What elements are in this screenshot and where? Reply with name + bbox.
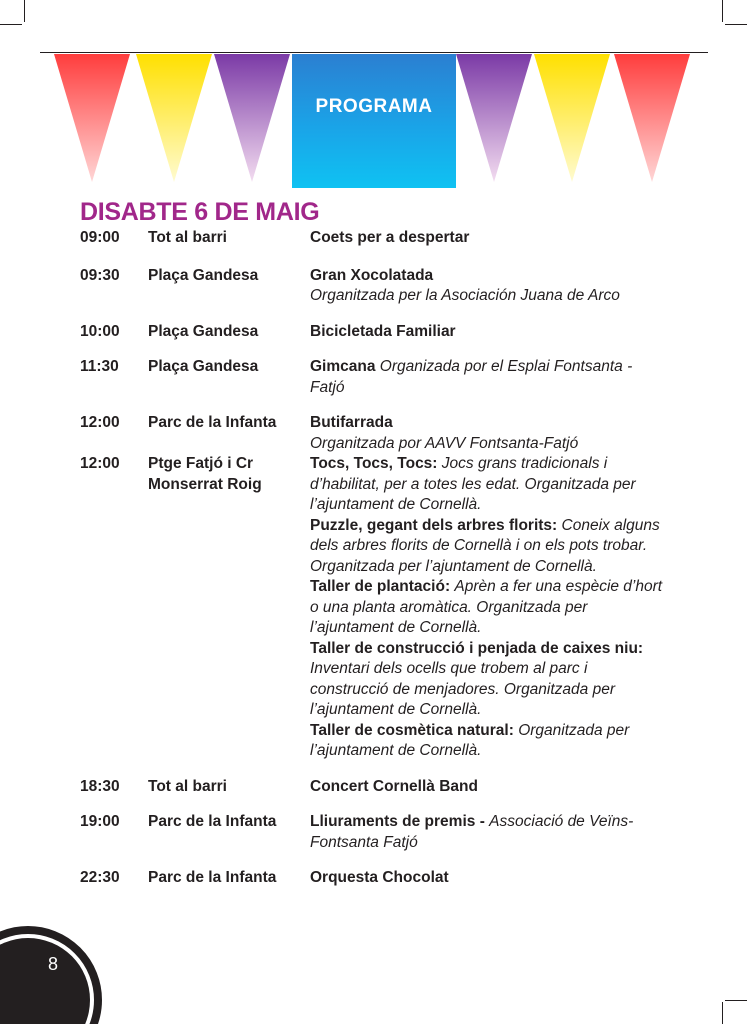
event-organizer: Organizada por el Esplai Fontsanta - Fatjó	[310, 358, 633, 396]
event-time: 09:30	[80, 266, 120, 284]
event-title: Gran Xocolatada	[310, 266, 434, 284]
event-item	[310, 721, 670, 762]
crop-mark	[725, 1000, 747, 1001]
event-item	[310, 812, 670, 853]
event-time: 09:00	[80, 229, 120, 246]
crop-mark	[24, 0, 25, 22]
event-description	[310, 228, 670, 249]
event-description	[310, 357, 670, 398]
pennant-flag	[54, 54, 130, 182]
schedule-row	[80, 413, 680, 454]
event-time: 12:00	[80, 414, 120, 431]
schedule-row	[80, 322, 680, 343]
event-organizer: Aprèn a fer una espècie d’hort o una planta aromàtica. Organitzada per l’ajuntament de Cornellà.	[310, 578, 663, 636]
event-item	[310, 413, 670, 454]
event-location: Parc de la Infanta	[148, 869, 277, 886]
event-title: Puzzle, gegant dels arbres florits:	[310, 516, 558, 534]
event-location: Plaça Gandesa	[148, 322, 259, 340]
pennant-flag	[136, 54, 212, 182]
event-title: Bicicletada Familiar	[310, 322, 456, 340]
event-description	[310, 266, 670, 307]
bunting-line	[40, 52, 708, 53]
event-description	[310, 868, 670, 889]
event-organizer: Organitzada per l’ajuntament de Cornellà.	[310, 721, 630, 759]
event-time: 19:00	[80, 813, 120, 830]
schedule-row	[80, 228, 680, 249]
schedule-row	[80, 868, 680, 889]
event-description	[310, 777, 670, 798]
event-description	[310, 812, 670, 853]
event-organizer: Jocs grans tradicionals i d’habilitat, per a totes les edat. Organitzada per l’ajuntament de Cornellà.	[310, 455, 636, 513]
event-time: 11:30	[80, 358, 119, 375]
pennant-flag	[214, 54, 290, 182]
event-item	[310, 868, 670, 889]
event-time: 18:30	[80, 777, 120, 795]
schedule-row	[80, 812, 680, 853]
crop-mark	[722, 0, 723, 22]
schedule-list	[80, 228, 680, 889]
event-item	[310, 516, 670, 578]
event-title: Gimcana	[310, 358, 376, 375]
schedule-row	[80, 454, 680, 762]
programa-title: PROGRAMA	[315, 96, 433, 117]
event-location: Tot al barri	[148, 229, 227, 246]
event-time: 22:30	[80, 869, 120, 886]
pennant-flag	[456, 54, 532, 182]
event-title: Taller de plantació:	[310, 578, 451, 595]
event-item	[310, 577, 670, 639]
event-description	[310, 413, 670, 454]
event-location: Plaça Gandesa	[148, 358, 259, 375]
event-organizer: Organitzada per la Asociación Juana de Arco	[310, 287, 620, 304]
schedule-row	[80, 357, 680, 398]
crop-mark	[725, 24, 747, 25]
event-time: 12:00	[80, 455, 120, 472]
event-location: Ptge Fatjó i Cr Monserrat Roig	[148, 455, 262, 493]
event-location: Tot al barri	[148, 777, 227, 795]
event-location: Parc de la Infanta	[148, 813, 277, 830]
page-number: 8	[48, 954, 59, 974]
pennant-flag	[534, 54, 610, 182]
event-organizer: Coneix alguns dels arbres florits de Cornellà i on els pots trobar. Organitzada per l’ajuntament de Cornellà.	[310, 516, 660, 575]
event-item	[310, 454, 670, 516]
event-title: Tocs, Tocs, Tocs:	[310, 455, 438, 472]
event-title: Lliuraments de premis -	[310, 813, 485, 830]
event-location: Parc de la Infanta	[148, 414, 277, 431]
event-organizer: Associació de Veïns-Fontsanta Fatjó	[310, 813, 634, 851]
crop-mark	[0, 24, 22, 25]
event-title: Concert Cornellà Band	[310, 777, 478, 795]
event-item	[310, 357, 670, 398]
event-item	[310, 322, 670, 343]
event-description	[310, 454, 670, 762]
event-title: Orquesta Chocolat	[310, 869, 449, 886]
event-time: 10:00	[80, 322, 120, 340]
event-description	[310, 322, 670, 343]
event-title: Butifarrada	[310, 414, 393, 431]
pennant-flag	[614, 54, 690, 182]
programa-banner	[292, 54, 456, 188]
day-title: DISABTE 6 DE MAIG	[80, 198, 320, 226]
event-location: Plaça Gandesa	[148, 266, 259, 284]
schedule-row	[80, 266, 680, 307]
event-organizer: Organitzada por AAVV Fontsanta-Fatjó	[310, 434, 579, 452]
event-title: Taller de construcció i penjada de caixes niu:	[310, 639, 644, 657]
event-item	[310, 777, 670, 798]
event-organizer: Inventari dels ocells que trobem al parc i construcció de menjadores. Organitzada per l’ajuntament de Cornellà.	[310, 660, 615, 718]
schedule-row	[80, 777, 680, 798]
event-item	[310, 639, 670, 721]
event-item	[310, 228, 670, 249]
crop-mark	[722, 1002, 723, 1024]
event-item	[310, 266, 670, 307]
event-title: Taller de cosmètica natural:	[310, 721, 514, 739]
event-title: Coets per a despertar	[310, 229, 470, 246]
